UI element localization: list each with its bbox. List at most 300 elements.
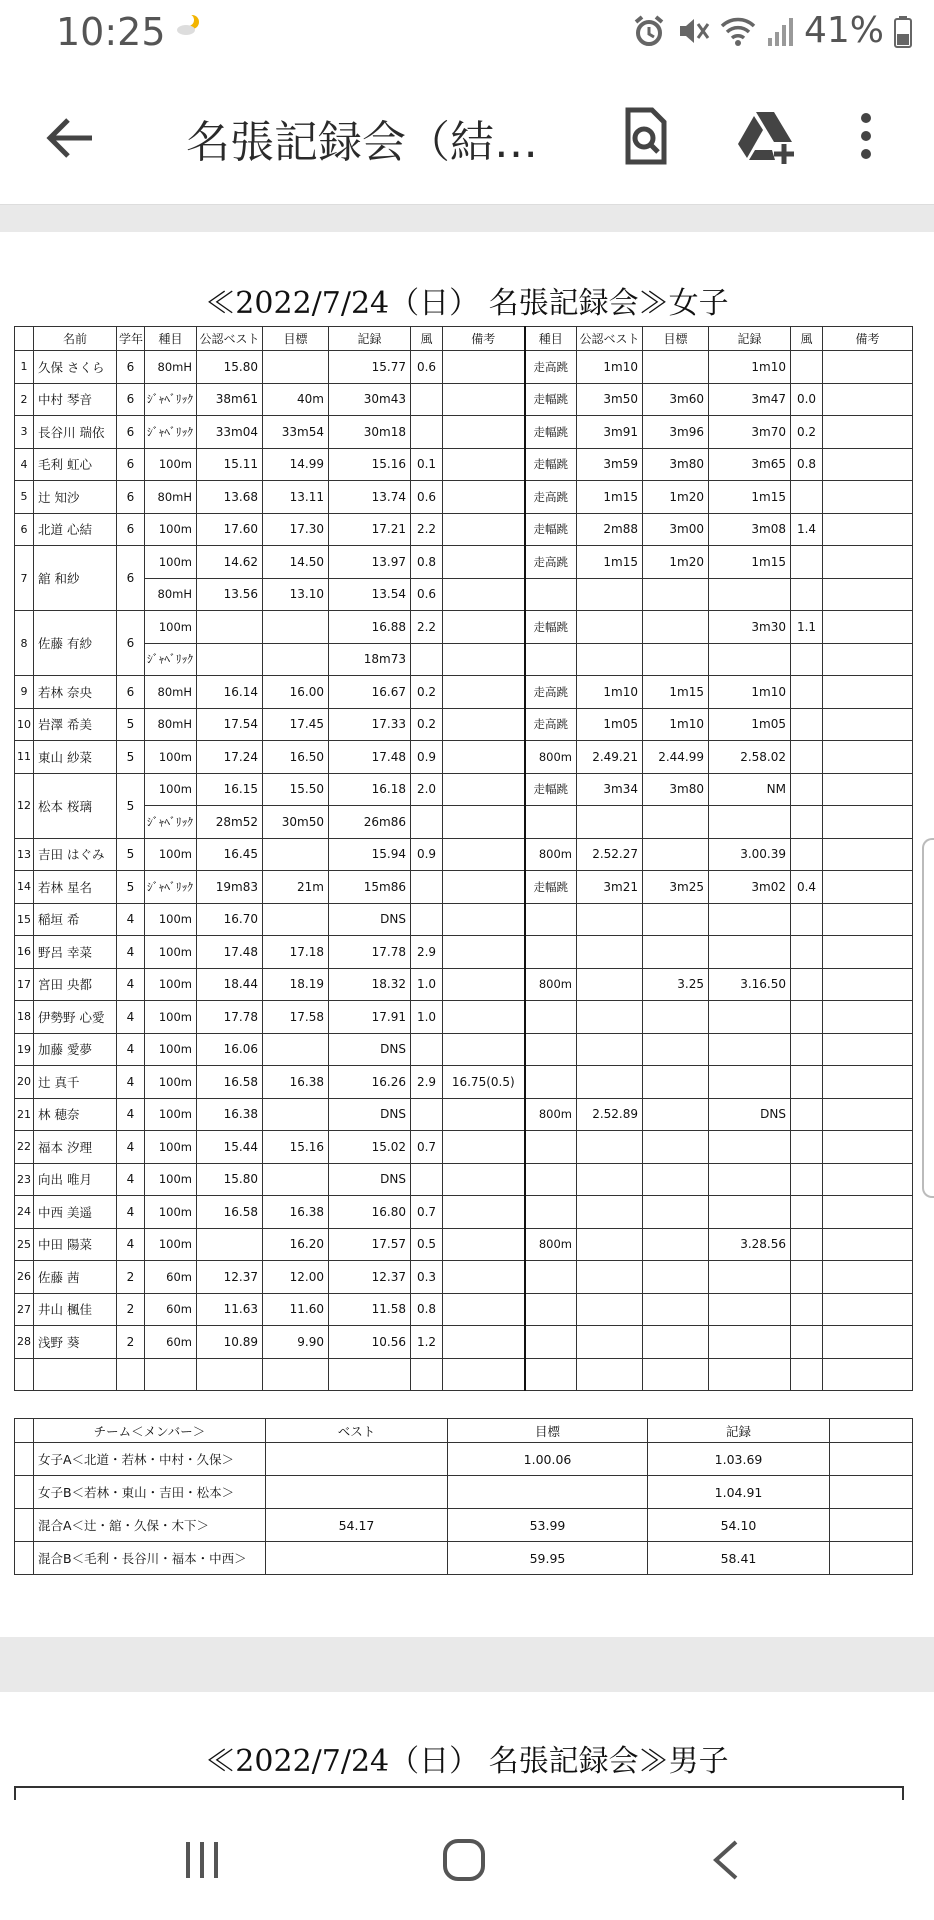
header-cell: 種目: [145, 327, 197, 351]
table-header-row: [15, 327, 913, 351]
result-cell: 17.21: [329, 513, 411, 546]
grade: 6: [117, 481, 145, 514]
target-2-cell: [643, 1033, 709, 1066]
note-cell: [443, 1098, 525, 1131]
event-cell: 100m: [145, 773, 197, 806]
wind-2-cell: [791, 1163, 823, 1196]
wind-2-cell: [791, 1196, 823, 1229]
event-cell: 80mH: [145, 708, 197, 741]
wind-2-cell: [791, 838, 823, 871]
result-cell: 15m86: [329, 871, 411, 904]
target-2-cell: [643, 1098, 709, 1131]
grade: 2: [117, 1261, 145, 1294]
athlete-name: 福本 汐理: [34, 1131, 117, 1164]
wind-2-cell: [791, 676, 823, 709]
target-2-cell: 3m80: [643, 773, 709, 806]
target-cell: 16.38: [263, 1196, 329, 1229]
event-2-cell: [525, 1066, 577, 1099]
header-cell: 公認ベスト: [577, 327, 643, 351]
grade: 6: [117, 351, 145, 384]
target-cell: 17.58: [263, 1001, 329, 1034]
relay-value: 58.41: [648, 1542, 830, 1575]
relay-value: 1.03.69: [648, 1443, 830, 1476]
event-2-cell: [525, 1293, 577, 1326]
note-cell: [443, 1001, 525, 1034]
result-cell: 18m73: [329, 643, 411, 676]
wind-cell: [411, 871, 443, 904]
relay-value: [448, 1476, 648, 1509]
relay-spacer: [830, 1476, 913, 1509]
table-row: [15, 838, 913, 871]
official-best-2-cell: 2.49.21: [577, 741, 643, 774]
grade: 4: [117, 903, 145, 936]
wind-2-cell: 1.1: [791, 611, 823, 644]
back-nav-icon[interactable]: [708, 1838, 744, 1882]
event-2-cell: [525, 1001, 577, 1034]
relay-team: 混合A＜辻・舘・久保・木下＞: [34, 1509, 266, 1542]
target-cell: 33m54: [263, 416, 329, 449]
target-2-cell: 3m60: [643, 383, 709, 416]
grade: 4: [117, 1228, 145, 1261]
row-number: 13: [15, 838, 34, 871]
relay-value: 54.10: [648, 1509, 830, 1542]
row-number: 23: [15, 1163, 34, 1196]
note-2-cell: [823, 1358, 913, 1391]
event-2-cell: 走高跳: [525, 481, 577, 514]
note-2-cell: [823, 806, 913, 839]
header-cell: 学年: [117, 327, 145, 351]
result-2-cell: 1m05: [709, 708, 791, 741]
target-2-cell: 3m80: [643, 448, 709, 481]
wind-cell: 0.6: [411, 351, 443, 384]
athlete-name: 若林 奈央: [34, 676, 117, 709]
result-2-cell: [709, 1066, 791, 1099]
official-best-cell: [197, 1228, 263, 1261]
wind-2-cell: [791, 1261, 823, 1294]
wind-cell: 0.7: [411, 1196, 443, 1229]
result-cell: 10.56: [329, 1326, 411, 1359]
table-row: [15, 1228, 913, 1261]
official-best-2-cell: [577, 1358, 643, 1391]
search-document-icon[interactable]: [612, 104, 676, 168]
athlete-name: 若林 星名: [34, 871, 117, 904]
status-time: 10:25: [56, 10, 166, 54]
athlete-name: 稲垣 希: [34, 903, 117, 936]
official-best-cell: 12.37: [197, 1261, 263, 1294]
athlete-name: 北道 心結: [34, 513, 117, 546]
target-2-cell: 3m96: [643, 416, 709, 449]
result-cell: 13.97: [329, 546, 411, 579]
note-2-cell: [823, 643, 913, 676]
target-2-cell: [643, 1066, 709, 1099]
target-2-cell: [643, 1196, 709, 1229]
target-2-cell: [643, 806, 709, 839]
note-2-cell: [823, 351, 913, 384]
athlete-name: 久保 さくら: [34, 351, 117, 384]
official-best-2-cell: [577, 968, 643, 1001]
event-cell: 100m: [145, 741, 197, 774]
row-number: [15, 1358, 34, 1391]
event-2-cell: [525, 936, 577, 969]
result-cell: 11.58: [329, 1293, 411, 1326]
target-2-cell: 1m10: [643, 708, 709, 741]
official-best-2-cell: [577, 1033, 643, 1066]
drive-add-icon[interactable]: [734, 104, 798, 168]
table-row: [15, 481, 913, 514]
table-row: [15, 578, 913, 611]
event-2-cell: 800m: [525, 741, 577, 774]
wind-cell: 2.2: [411, 611, 443, 644]
grade: 4: [117, 1131, 145, 1164]
girls-results-table: [14, 326, 913, 1391]
event-cell: 100m: [145, 903, 197, 936]
official-best-2-cell: 3m50: [577, 383, 643, 416]
row-number: 8: [15, 611, 34, 676]
wind-cell: [411, 903, 443, 936]
official-best-2-cell: 1m15: [577, 481, 643, 514]
target-cell: 16.50: [263, 741, 329, 774]
table-row: [15, 1066, 913, 1099]
official-best-2-cell: [577, 643, 643, 676]
note-2-cell: [823, 1261, 913, 1294]
target-cell: [263, 903, 329, 936]
header-cell: [15, 1419, 34, 1443]
pdf-page-2: [0, 1692, 934, 1800]
result-2-cell: 1m10: [709, 351, 791, 384]
official-best-cell: 17.78: [197, 1001, 263, 1034]
result-cell: 16.88: [329, 611, 411, 644]
relay-row: [15, 1476, 913, 1509]
athlete-name: 松本 桜璃: [34, 773, 117, 838]
note-cell: [443, 936, 525, 969]
official-best-2-cell: [577, 1228, 643, 1261]
note-2-cell: [823, 936, 913, 969]
official-best-cell: [197, 643, 263, 676]
official-best-2-cell: 1m15: [577, 546, 643, 579]
note-cell: [443, 1228, 525, 1261]
grade: 2: [117, 1293, 145, 1326]
relay-spacer: [830, 1509, 913, 1542]
target-2-cell: [643, 1326, 709, 1359]
result-2-cell: 1m15: [709, 546, 791, 579]
note-cell: [443, 383, 525, 416]
note-2-cell: [823, 383, 913, 416]
target-cell: 17.30: [263, 513, 329, 546]
official-best-2-cell: 2.52.27: [577, 838, 643, 871]
result-2-cell: 3m65: [709, 448, 791, 481]
target-cell: 17.18: [263, 936, 329, 969]
wind-cell: [411, 383, 443, 416]
wind-cell: [411, 416, 443, 449]
official-best-cell: 16.14: [197, 676, 263, 709]
note-cell: [443, 513, 525, 546]
target-2-cell: 1m20: [643, 481, 709, 514]
result-cell: 16.80: [329, 1196, 411, 1229]
status-bar: [0, 0, 934, 68]
wind-2-cell: [791, 1033, 823, 1066]
table-row: [15, 1261, 913, 1294]
table-row: [15, 448, 913, 481]
wind-cell: [411, 643, 443, 676]
note-cell: [443, 1261, 525, 1294]
athlete-name: 毛利 虹心: [34, 448, 117, 481]
wind-cell: 0.8: [411, 1293, 443, 1326]
target-cell: 11.60: [263, 1293, 329, 1326]
note-2-cell: [823, 1163, 913, 1196]
back-arrow-icon[interactable]: [40, 108, 100, 168]
note-cell: [443, 643, 525, 676]
note-cell: [443, 416, 525, 449]
wind-2-cell: [791, 1326, 823, 1359]
note-2-cell: [823, 416, 913, 449]
grade: 6: [117, 513, 145, 546]
target-cell: 16.00: [263, 676, 329, 709]
more-options-icon[interactable]: [846, 104, 886, 168]
event-cell: 80mH: [145, 676, 197, 709]
relay-value: [266, 1443, 448, 1476]
grade: 4: [117, 1098, 145, 1131]
header-cell: 種目: [525, 327, 577, 351]
note-2-cell: [823, 676, 913, 709]
event-cell: ｼﾞｬﾍﾞﾘｯｸ: [145, 416, 197, 449]
official-best-cell: 16.38: [197, 1098, 263, 1131]
target-cell: [263, 838, 329, 871]
row-number: 26: [15, 1261, 34, 1294]
result-cell: 18.32: [329, 968, 411, 1001]
official-best-2-cell: [577, 611, 643, 644]
official-best-cell: 16.06: [197, 1033, 263, 1066]
row-number: 18: [15, 1001, 34, 1034]
grade: 6: [117, 383, 145, 416]
row-number: 1: [15, 351, 34, 384]
event-2-cell: [525, 1163, 577, 1196]
event-cell: 100m: [145, 968, 197, 1001]
event-2-cell: [525, 1358, 577, 1391]
header-cell: [15, 327, 34, 351]
battery-percent: 41%: [803, 10, 884, 51]
row-number: 21: [15, 1098, 34, 1131]
target-cell: [263, 1033, 329, 1066]
target-cell: 18.19: [263, 968, 329, 1001]
row-number: 2: [15, 383, 34, 416]
note-2-cell: [823, 1001, 913, 1034]
result-2-cell: [709, 806, 791, 839]
official-best-cell: 17.24: [197, 741, 263, 774]
event-cell: 100m: [145, 1163, 197, 1196]
result-cell: 12.37: [329, 1261, 411, 1294]
target-cell: [263, 643, 329, 676]
event-cell: 100m: [145, 448, 197, 481]
table-row: [15, 383, 913, 416]
grade: 5: [117, 871, 145, 904]
official-best-cell: 17.60: [197, 513, 263, 546]
table-row: [15, 1098, 913, 1131]
wind-2-cell: [791, 481, 823, 514]
wind-cell: [411, 1033, 443, 1066]
relay-row: [15, 1443, 913, 1476]
header-cell: 記録: [329, 327, 411, 351]
relay-value: 59.95: [448, 1542, 648, 1575]
official-best-2-cell: [577, 578, 643, 611]
official-best-cell: 11.63: [197, 1293, 263, 1326]
official-best-2-cell: [577, 1163, 643, 1196]
wind-cell: 2.2: [411, 513, 443, 546]
result-2-cell: [709, 643, 791, 676]
wind-2-cell: [791, 936, 823, 969]
pdf-page: [0, 232, 934, 1637]
target-2-cell: [643, 1358, 709, 1391]
header-cell: 名前: [34, 327, 117, 351]
note-2-cell: [823, 741, 913, 774]
athlete-name: 野呂 幸菜: [34, 936, 117, 969]
athlete-name: [34, 1358, 117, 1391]
event-cell: 100m: [145, 1196, 197, 1229]
event-2-cell: 走高跳: [525, 546, 577, 579]
result-2-cell: [709, 1261, 791, 1294]
wind-cell: 2.0: [411, 773, 443, 806]
note-2-cell: [823, 1196, 913, 1229]
wind-2-cell: [791, 351, 823, 384]
grade: [117, 1358, 145, 1391]
relay-spacer: [830, 1542, 913, 1575]
grade: 4: [117, 1001, 145, 1034]
event-2-cell: 800m: [525, 838, 577, 871]
wind-2-cell: [791, 1098, 823, 1131]
wind-2-cell: [791, 806, 823, 839]
grade: 5: [117, 741, 145, 774]
row-number: 15: [15, 903, 34, 936]
official-best-cell: 18.44: [197, 968, 263, 1001]
note-2-cell: [823, 1293, 913, 1326]
relay-row: [15, 1509, 913, 1542]
table-row: [15, 1001, 913, 1034]
relay-results-table: [14, 1418, 913, 1575]
result-2-cell: [709, 1293, 791, 1326]
note-cell: [443, 1131, 525, 1164]
target-2-cell: 3.25: [643, 968, 709, 1001]
event-2-cell: [525, 643, 577, 676]
result-2-cell: 3.16.50: [709, 968, 791, 1001]
relay-spacer: [15, 1542, 34, 1575]
recent-apps-icon[interactable]: [180, 1838, 224, 1882]
note-cell: [443, 838, 525, 871]
event-cell: 100m: [145, 1033, 197, 1066]
girls-results-title: ≪2022/7/24（日） 名張記録会≫女子: [205, 286, 729, 321]
scroll-handle[interactable]: [922, 838, 934, 1198]
row-number: 11: [15, 741, 34, 774]
relay-header-row: [15, 1419, 913, 1443]
result-cell: 15.16: [329, 448, 411, 481]
wind-cell: 0.5: [411, 1228, 443, 1261]
note-cell: [443, 578, 525, 611]
wind-cell: 1.0: [411, 968, 443, 1001]
result-cell: [329, 1358, 411, 1391]
row-number: 10: [15, 708, 34, 741]
result-2-cell: DNS: [709, 1098, 791, 1131]
result-cell: 13.54: [329, 578, 411, 611]
wind-cell: 0.6: [411, 578, 443, 611]
table-row: [15, 1163, 913, 1196]
event-2-cell: 走高跳: [525, 708, 577, 741]
target-cell: 13.11: [263, 481, 329, 514]
wind-cell: 0.3: [411, 1261, 443, 1294]
note-cell: [443, 1293, 525, 1326]
athlete-name: 佐藤 茜: [34, 1261, 117, 1294]
row-number: 17: [15, 968, 34, 1001]
official-best-2-cell: 1m05: [577, 708, 643, 741]
note-cell: [443, 968, 525, 1001]
header-cell: 記録: [709, 327, 791, 351]
athlete-name: 辻 知沙: [34, 481, 117, 514]
relay-value: 53.99: [448, 1509, 648, 1542]
grade: 4: [117, 1196, 145, 1229]
official-best-2-cell: 2.52.89: [577, 1098, 643, 1131]
result-2-cell: 3.00.39: [709, 838, 791, 871]
event-2-cell: 800m: [525, 1098, 577, 1131]
grade: 4: [117, 1163, 145, 1196]
event-2-cell: 走幅跳: [525, 448, 577, 481]
official-best-2-cell: [577, 806, 643, 839]
relay-value: [266, 1476, 448, 1509]
wind-2-cell: [791, 708, 823, 741]
official-best-cell: 19m83: [197, 871, 263, 904]
note-cell: [443, 1033, 525, 1066]
note-2-cell: [823, 1131, 913, 1164]
athlete-name: 長谷川 瑞依: [34, 416, 117, 449]
result-2-cell: [709, 578, 791, 611]
system-icons: [632, 10, 912, 51]
result-cell: 13.74: [329, 481, 411, 514]
result-2-cell: 3m30: [709, 611, 791, 644]
header-cell: 備考: [443, 327, 525, 351]
wind-cell: 0.9: [411, 741, 443, 774]
official-best-cell: 15.11: [197, 448, 263, 481]
note-2-cell: [823, 481, 913, 514]
target-cell: 16.38: [263, 1066, 329, 1099]
header-cell: 目標: [263, 327, 329, 351]
event-2-cell: 走高跳: [525, 676, 577, 709]
target-2-cell: [643, 936, 709, 969]
target-cell: 15.16: [263, 1131, 329, 1164]
wind-2-cell: [791, 643, 823, 676]
athlete-name: 岩澤 希美: [34, 708, 117, 741]
relay-spacer: [15, 1476, 34, 1509]
official-best-cell: 28m52: [197, 806, 263, 839]
note-2-cell: [823, 708, 913, 741]
relay-spacer: [830, 1443, 913, 1476]
athlete-name: 中村 琴音: [34, 383, 117, 416]
result-2-cell: 3m08: [709, 513, 791, 546]
note-2-cell: [823, 838, 913, 871]
event-2-cell: 走幅跳: [525, 513, 577, 546]
target-2-cell: [643, 1228, 709, 1261]
note-2-cell: [823, 968, 913, 1001]
note-2-cell: [823, 578, 913, 611]
official-best-cell: 17.54: [197, 708, 263, 741]
wind-cell: 0.6: [411, 481, 443, 514]
home-icon[interactable]: [440, 1836, 488, 1884]
official-best-cell: 16.58: [197, 1196, 263, 1229]
athlete-name: 向出 唯月: [34, 1163, 117, 1196]
table-row: [15, 546, 913, 579]
target-cell: 40m: [263, 383, 329, 416]
official-best-2-cell: 2m88: [577, 513, 643, 546]
official-best-2-cell: [577, 1196, 643, 1229]
wind-2-cell: [791, 578, 823, 611]
target-cell: 16.20: [263, 1228, 329, 1261]
official-best-cell: [197, 1358, 263, 1391]
target-2-cell: 2.44.99: [643, 741, 709, 774]
